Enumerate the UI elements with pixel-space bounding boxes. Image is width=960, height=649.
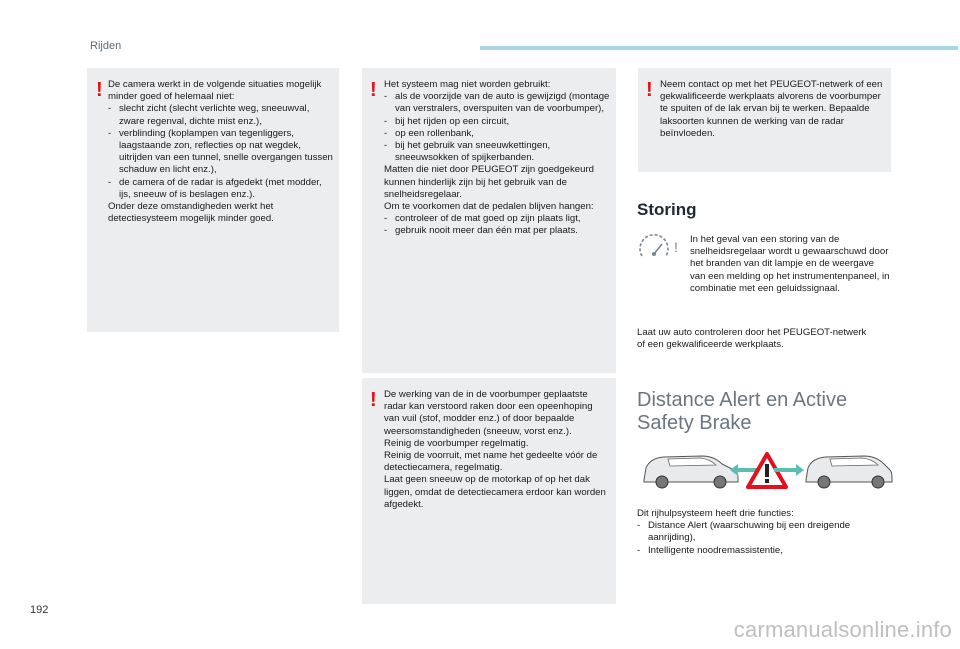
- distance-alert-illustration: [640, 450, 894, 492]
- distance-alert-text: Dit rijhulpsysteem heeft drie functies: - Distance Alert (waarschuwing bij een dreigende aanrijding), - Intelligente noodremassistentie,: [637, 508, 889, 557]
- warning-box-usage-text: [384, 79, 612, 238]
- list-item: - Distance Alert (waarschuwing bij een dreigende aanrijding),: [637, 520, 851, 544]
- section-header: Rijden: [90, 40, 122, 52]
- box2-intro: Het systeem mag niet worden gebruikt:: [384, 79, 551, 90]
- list-item: - als de voorzijde van de auto is gewijzigd (montage van verstralers, overspuiten van de voorbumper),: [384, 91, 610, 115]
- box1-outro: Onder deze omstandigheden werkt het detectiesysteem mogelijk minder goed.: [108, 201, 274, 225]
- list-item: - gebruik nooit meer dan één mat per plaats.: [384, 225, 578, 237]
- watermark: carmanualsonline.info: [733, 617, 952, 642]
- list-item: - bij het rijden op een circuit,: [384, 115, 510, 127]
- box3-para1: De werking van de in de voorbumper geplaatste radar kan verstoord raken door een opeenhoping van vuil (stof, modder enz.) of door bepaalde weersomstandigheden (sneeuw, vorst enz.).: [384, 389, 593, 437]
- list-item: - de camera of de radar is afgedekt (met modder, ijs, sneeuw of is beslagen enz.).: [108, 176, 322, 200]
- warning-icon: !: [370, 79, 377, 101]
- storing-icon-text: In het geval van een storing van de snelheidsregelaar wordt u gewaarschuwd door het branden van dit lampje en de weergave van een melding op het instrumentenpaneel, in combinatie met een geluidssignaal.: [690, 234, 890, 294]
- warning-icon: !: [646, 79, 653, 101]
- list-item: - slecht zicht (slecht verlichte weg, sneeuwval, zware regenval, dichte mist enz.),: [108, 103, 310, 127]
- list-item: - bij het gebruik van sneeuwkettingen, sneeuwsokken of spijkerbanden.: [384, 140, 551, 164]
- box2-para2: Om te voorkomen dat de pedalen blijven hangen:: [384, 201, 594, 213]
- warning-box-camera-text: [108, 79, 336, 225]
- list-item: - controleer of de mat goed op zijn plaats ligt,: [384, 213, 581, 225]
- warning-icon: !: [370, 389, 377, 411]
- section-title-storing: Storing: [637, 200, 697, 219]
- warning-box-radar-text: [384, 389, 610, 511]
- car-icon: [644, 456, 738, 488]
- box3-para2: Reinig de voorbumper regelmatig.: [384, 437, 529, 449]
- list-item: - op een rollenbank,: [384, 127, 474, 139]
- box2-para1: Matten die niet door PEUGEOT zijn goedgekeurd kunnen hinderlijk zijn bij het gebruik van de snelheidsregelaar.: [384, 164, 594, 200]
- box3-para4: Laat geen sneeuw op de motorkap of op het dak liggen, omdat de detectiecamera erdoor kan worden afgedekt.: [384, 474, 606, 510]
- box3-para3: Reinig de voorruit, met name het gedeelte vóór de detectiecamera, regelmatig.: [384, 450, 598, 474]
- storing-text: Laat uw auto controleren door het PEUGEOT-netwerk of een gekwalificeerde werkplaats.: [637, 327, 867, 351]
- header-bar: [480, 46, 958, 50]
- page-number: 192: [30, 604, 49, 616]
- speedometer-fault-icon: [636, 232, 684, 264]
- warning-icon: !: [96, 79, 103, 101]
- warning-box-paint-text: Neem contact op met het PEUGEOT-netwerk of een gekwalificeerde werkplaats alvorens de voorbumper te spuiten of de lak ervan bij te werken. Bepaalde laksoorten kunnen de werking van de radar beïnvloeden.: [660, 79, 883, 139]
- svg-text:!: !: [674, 239, 678, 255]
- list-item: - verblinding (koplampen van tegenliggers, laagstaande zon, reflecties op nat wegdek, uitrijden van een tunnel, snelle overgangen tussen schaduw en licht enz.),: [108, 127, 333, 176]
- list-item: - Intelligente noodremassistentie,: [637, 544, 783, 556]
- section-heading-distance-alert: Distance Alert en Active Safety Brake: [637, 389, 848, 434]
- box1-intro: De camera werkt in de volgende situaties mogelijk minder goed of helemaal niet:: [108, 79, 322, 103]
- car-icon: [806, 456, 892, 488]
